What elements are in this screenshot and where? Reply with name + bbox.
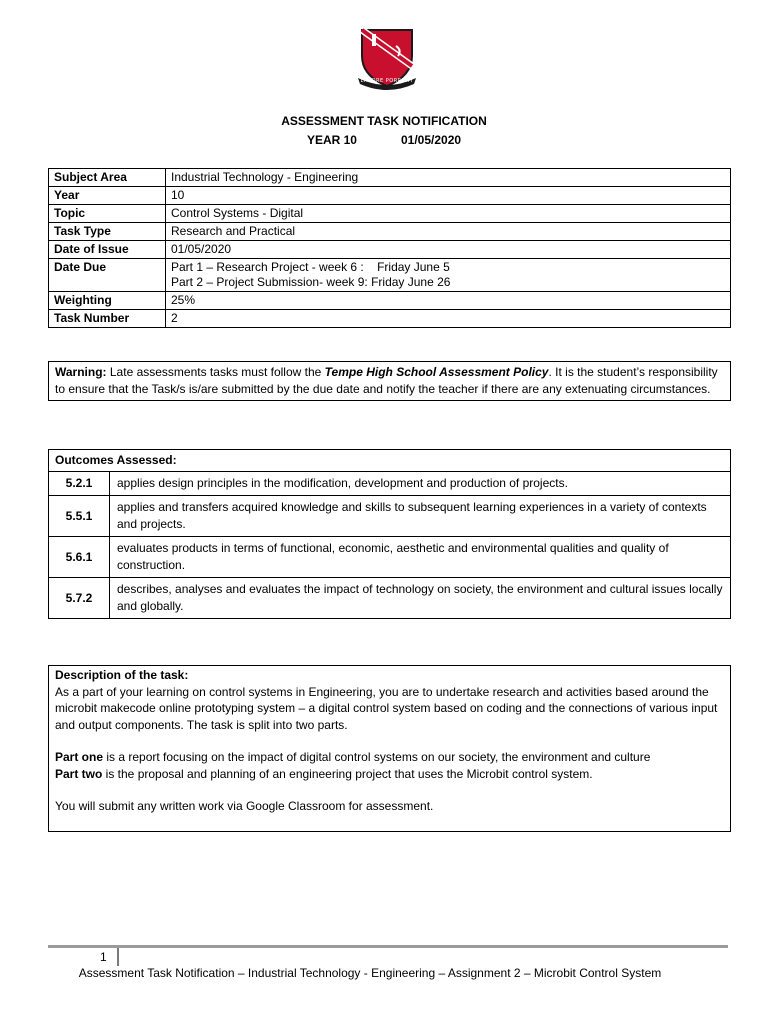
warning-label: Warning: [55, 365, 107, 379]
row-label: Date of Issue [49, 241, 166, 259]
year-label: YEAR 10 [306, 133, 357, 147]
row-value: Industrial Technology - Engineering [166, 169, 731, 187]
warning-text-2: . It is the student’s responsibility to ensure that the Task/s is/are submitted by the due date and notify the teacher if there are any extenuating circumstances. [55, 365, 718, 396]
table-row [49, 310, 731, 328]
row-label: Date Due [49, 259, 166, 292]
row-label: Weighting [49, 292, 166, 310]
row-label: Year [49, 187, 166, 205]
page-title: ASSESSMENT TASK NOTIFICATION [281, 114, 487, 128]
table-row [49, 187, 731, 205]
school-crest-logo [356, 26, 418, 92]
row-value: 25% [166, 292, 731, 310]
outcomes-table [48, 449, 731, 619]
due-part-2: Part 2 – Project Submission- week 9: Friday June 26 [171, 275, 451, 289]
part-two-text: is the proposal and planning of an engineering project that uses the Microbit control system. [102, 766, 593, 781]
outcomes-heading: Outcomes Assessed: [49, 450, 731, 472]
description-heading: Description of the task: [55, 668, 189, 682]
table-row [49, 205, 731, 223]
due-part-1: Part 1 – Research Project - week 6 : Friday June 5 [171, 260, 450, 274]
warning-text-1: Late assessments tasks must follow the [106, 365, 325, 379]
table-row [49, 259, 731, 292]
row-value: 2 [166, 310, 731, 328]
page-number: 1 [100, 950, 107, 964]
row-value: Research and Practical [166, 223, 731, 241]
row-value: Control Systems - Digital [166, 205, 731, 223]
task-info-table [48, 168, 731, 328]
warning-box [48, 361, 731, 401]
policy-name: Tempe High School Assessment Policy [324, 365, 549, 379]
row-value: 01/05/2020 [166, 241, 731, 259]
table-row [49, 169, 731, 187]
issue-date: 01/05/2020 [400, 133, 462, 147]
crest-motto: LABORE PORRIGIT [360, 78, 414, 84]
page-subtitle [0, 133, 768, 147]
row-label: Task Number [49, 310, 166, 328]
outcome-text: describes, analyses and evaluates the impact of technology on society, the environment and cultural issues locally and globally. [110, 578, 731, 619]
row-label: Subject Area [49, 169, 166, 187]
submission-note: You will submit any written work via Google Classroom for assessment. [55, 799, 434, 813]
outcome-code: 5.5.1 [49, 496, 110, 537]
outcome-text: evaluates products in terms of functional, economic, aesthetic and environmental qualities and quality of construction. [110, 537, 731, 578]
page-number-divider [117, 948, 119, 966]
row-label: Topic [49, 205, 166, 223]
outcome-code: 5.7.2 [49, 578, 110, 619]
description-intro: As a part of your learning on control systems in Engineering, you are to undertake research and activities based around the microbit makecode online prototyping system – a digital control system based on coding and the connections of various input and output components. The task is split into two parts. [55, 684, 718, 732]
table-row [49, 223, 731, 241]
part-one-label: Part one [55, 750, 104, 764]
row-label: Task Type [49, 223, 166, 241]
outcome-code: 5.6.1 [49, 537, 110, 578]
table-row [49, 537, 731, 578]
outcome-code: 5.2.1 [49, 472, 110, 496]
row-value [166, 259, 731, 292]
table-row [49, 450, 731, 472]
table-row [49, 472, 731, 496]
footer-rule [48, 945, 728, 948]
outcome-text: applies design principles in the modification, development and production of projects. [110, 472, 731, 496]
part-one-text: is a report focusing on the impact of digital control systems on our society, the environment and culture [103, 750, 651, 764]
footer-text: Assessment Task Notification – Industrial Technology - Engineering – Assignment 2 – Microbit Control System [78, 966, 662, 980]
part-one-line [55, 749, 724, 766]
outcome-text: applies and transfers acquired knowledge and skills to subsequent learning experiences in a variety of contexts and projects. [110, 496, 731, 537]
table-row [49, 578, 731, 619]
description-box [48, 665, 731, 832]
table-row [49, 241, 731, 259]
table-row [49, 496, 731, 537]
part-two-line [55, 766, 724, 783]
row-value: 10 [166, 187, 731, 205]
table-row [49, 292, 731, 310]
part-two-label: Part two [55, 766, 103, 781]
